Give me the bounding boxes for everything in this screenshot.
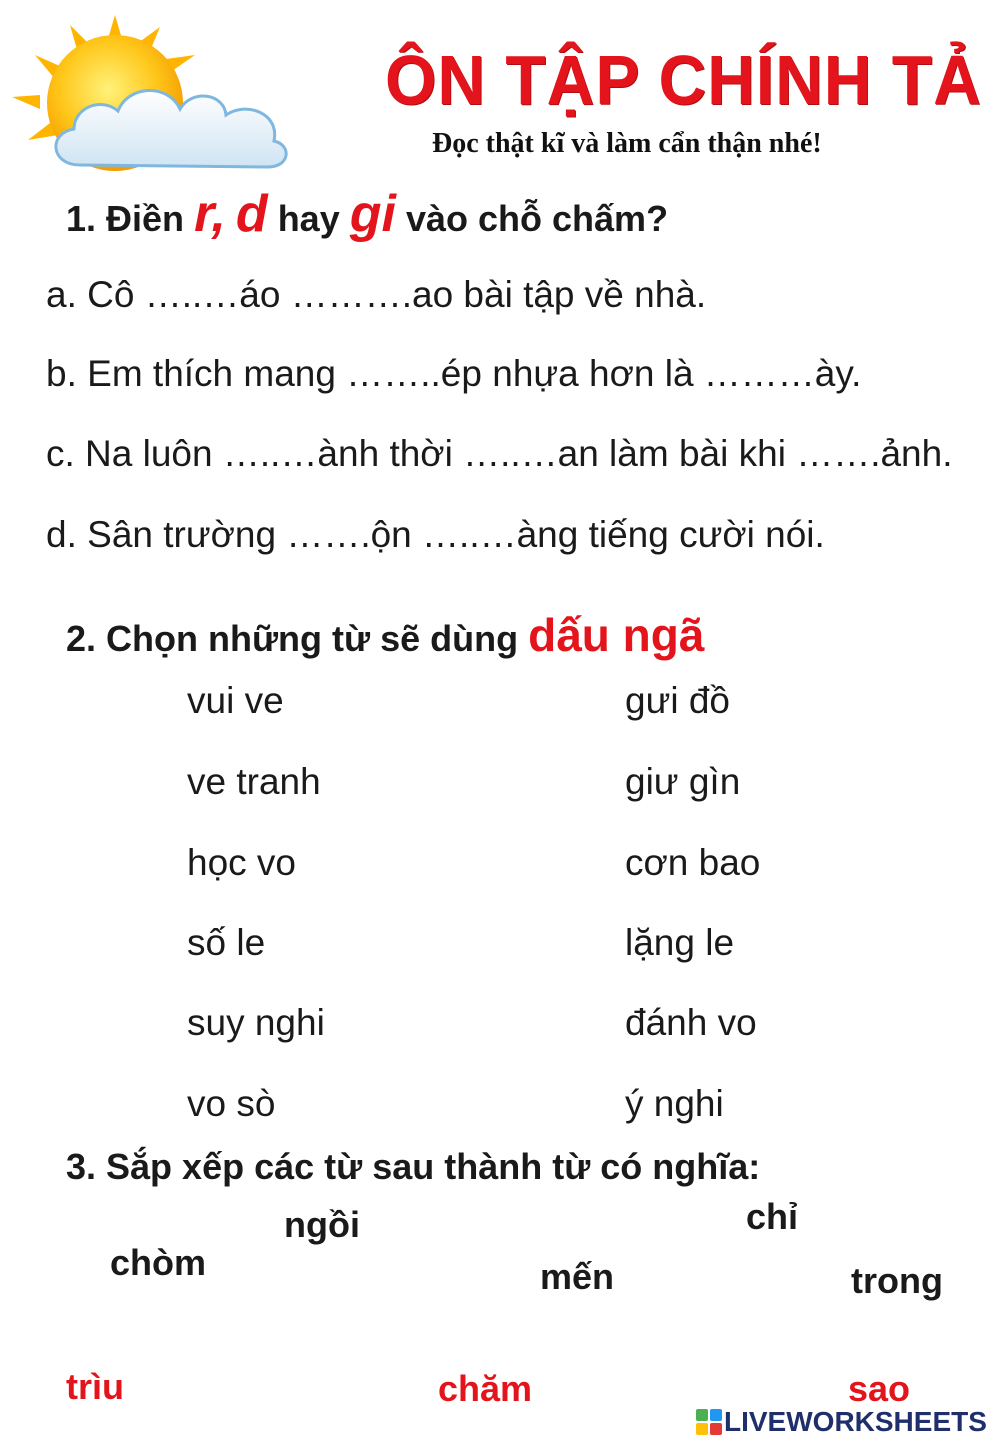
word-option[interactable]: ve tranh (187, 761, 321, 802)
brand-text: LIVEWORKSHEETS (724, 1406, 987, 1437)
liveworksheets-logo-icon (696, 1409, 722, 1435)
word-option[interactable]: học vo (187, 842, 297, 883)
word-option[interactable]: ý nghi (625, 1083, 724, 1124)
sentence-c: c. Na luôn …..…ành thời …..…an làm bài khi …….ảnh. (46, 433, 953, 474)
letter-d: d (235, 185, 268, 243)
scramble-word[interactable]: mến (540, 1256, 615, 1297)
section-1-heading-suffix: vào chỗ chấm? (405, 198, 669, 239)
word-option[interactable]: lặng le (625, 922, 735, 963)
scramble-word-red[interactable]: chăm (438, 1368, 533, 1409)
sun-cloud-icon (10, 15, 295, 175)
word-option[interactable]: số le (187, 922, 266, 963)
sentence-b: b. Em thích mang ……..ép nhựa hơn là ………ày. (46, 353, 862, 394)
word-option[interactable]: cơn bao (625, 842, 761, 883)
liveworksheets-brand[interactable] (696, 1406, 987, 1438)
letter-r: r (194, 185, 212, 243)
section-2-heading (66, 606, 704, 668)
sentence-a: a. Cô …..…áo ……….ao bài tập về nhà. (46, 274, 707, 315)
section-2-heading-prefix: 2. Chọn những từ sẽ dùng (66, 618, 519, 659)
word-option[interactable]: đánh vo (625, 1002, 757, 1043)
word-option[interactable]: suy nghi (187, 1002, 325, 1043)
word-option[interactable]: vo sò (187, 1083, 276, 1124)
page-title: ÔN TẬP CHÍNH TẢ (385, 41, 982, 119)
scramble-word[interactable]: chòm (110, 1242, 207, 1283)
word-option[interactable]: gưi đồ (625, 680, 731, 721)
section-1-heading-prefix: 1. Điền (66, 198, 185, 239)
section-1-heading-hay: hay (277, 198, 340, 239)
section-1-heading (66, 184, 668, 249)
section-3-heading: 3. Sắp xếp các từ sau thành từ có nghĩa: (66, 1146, 761, 1187)
sentence-d: d. Sân trường …….ộn …..…àng tiếng cười nói. (46, 514, 825, 555)
word-option[interactable]: giư gìn (625, 761, 741, 802)
scramble-word-red[interactable]: sao (848, 1368, 911, 1409)
letter-gi: gi (349, 185, 396, 243)
comma: , (211, 185, 226, 243)
section-2-highlight: dấu ngã (528, 609, 705, 661)
scramble-word[interactable]: ngồi (284, 1204, 360, 1245)
page-subtitle: Đọc thật kĩ và làm cẩn thận nhé! (432, 128, 822, 159)
scramble-word[interactable]: trong (851, 1260, 943, 1301)
word-option[interactable]: vui ve (187, 680, 284, 721)
scramble-word[interactable]: chỉ (746, 1196, 799, 1237)
scramble-word-red[interactable]: trìu (66, 1366, 124, 1407)
